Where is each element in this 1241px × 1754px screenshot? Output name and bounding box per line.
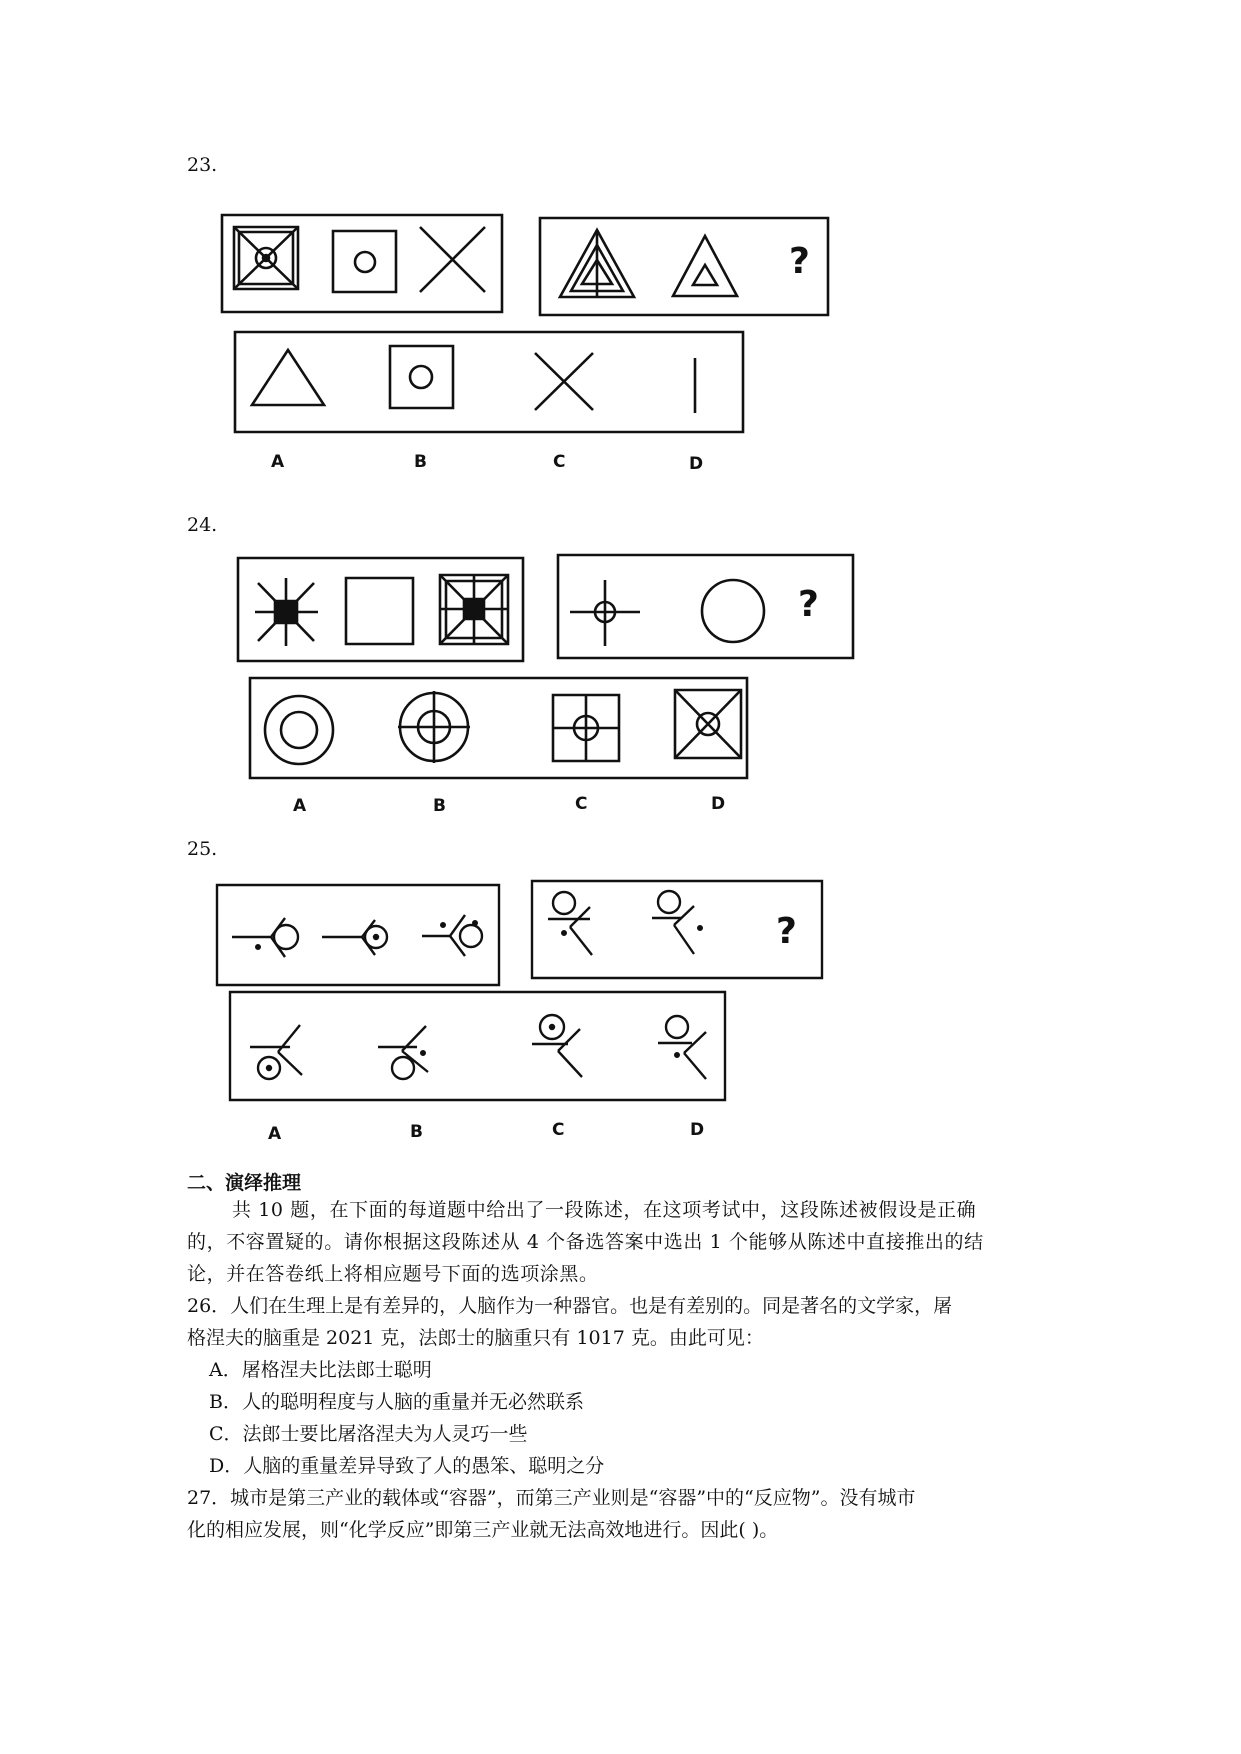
question-26-stem-line-2: 格涅夫的脑重是 2021 克，法郎士的脑重只有 1017 克。由此可见：	[187, 1327, 764, 1349]
q25-option-b-shape	[378, 1026, 428, 1079]
q24-option-a-shape	[265, 696, 333, 764]
q23-option-a-label: A	[271, 452, 285, 472]
q25-options-panel	[230, 992, 725, 1100]
q25-option-a-label: A	[268, 1124, 282, 1144]
q23-option-a-shape	[252, 350, 324, 405]
q25-option-c-label: C	[552, 1120, 565, 1140]
q24-option-b-label: B	[433, 796, 446, 816]
question-27-stem-line-1: 27．城市是第三产业的载体或“容器”，而第三产业则是“容器”中的“反应物”。没有城市	[187, 1487, 916, 1509]
q24-options-panel	[250, 678, 747, 778]
q25-given-3	[422, 915, 482, 956]
question-26-stem-line-1: 26．人们在生理上是有差异的，人脑作为一种器官。也是有差别的。同是著名的文学家，屠	[187, 1295, 953, 1317]
question-26-choice-c: C．法郎士要比屠洛涅夫为人灵巧一些	[209, 1423, 528, 1445]
question-24-number: 24.	[187, 514, 218, 536]
q25-given-panel-left	[217, 885, 499, 985]
q23-option-c-label: C	[553, 452, 566, 472]
question-26-choice-a: A．屠格涅夫比法郎士聪明	[209, 1359, 432, 1381]
q23-question-mark: ?	[789, 241, 810, 282]
section-intro-line-2: 的，不容置疑的。请你根据这段陈述从 4 个备选答案中选出 1 个能够从陈述中直接推出的结	[187, 1231, 984, 1253]
q25-given-1	[232, 918, 298, 957]
q25-option-c-shape	[532, 1015, 582, 1077]
q25-option-d-shape	[658, 1016, 706, 1079]
q24-option-c-label: C	[575, 794, 588, 814]
q23-given-2	[333, 231, 396, 292]
q23-given-5	[673, 236, 737, 296]
section-intro-line-1: 共 10 题，在下面的每道题中给出了一段陈述，在这项考试中，这段陈述被假设是正确	[232, 1199, 977, 1221]
question-26-choice-b: B．人的聪明程度与人脑的重量并无必然联系	[209, 1391, 584, 1413]
q25-given-5	[652, 891, 702, 954]
q25-given-4	[548, 892, 592, 955]
q25-option-a-shape	[250, 1025, 302, 1079]
q25-option-d-label: D	[690, 1120, 705, 1140]
question-25-number: 25.	[187, 838, 218, 860]
q25-option-b-label: B	[410, 1122, 423, 1142]
q23-option-c-shape	[535, 353, 593, 410]
question-27-stem-line-2: 化的相应发展，则“化学反应”即第三产业就无法高效地进行。因此( )。	[187, 1519, 779, 1541]
q23-given-3	[420, 227, 485, 292]
question-23-number: 23.	[187, 154, 218, 176]
question-24-figure	[230, 550, 860, 825]
q24-given-3	[440, 575, 508, 644]
q24-given-2	[346, 578, 413, 644]
q23-option-d-label: D	[689, 454, 704, 474]
q23-option-b-shape	[390, 346, 453, 408]
section-intro-line-3: 论，并在答卷纸上将相应题号下面的选项涂黑。	[187, 1263, 599, 1285]
section-title: 二、演绎推理	[187, 1172, 302, 1194]
q23-option-b-label: B	[414, 452, 427, 472]
q23-options-panel	[235, 332, 743, 432]
question-23-figure	[215, 210, 845, 480]
q24-option-d-label: D	[711, 794, 726, 814]
question-26-choice-d: D．人脑的重量差异导致了人的愚笨、聪明之分	[209, 1455, 605, 1477]
q24-option-b-shape	[398, 691, 470, 763]
q24-option-c-shape	[553, 695, 619, 761]
q24-option-d-shape	[675, 690, 741, 758]
question-25-figure	[210, 875, 830, 1150]
q24-given-4	[570, 580, 640, 646]
q24-given-1	[255, 578, 318, 646]
q23-given-1	[234, 227, 298, 289]
q23-given-panel-left	[222, 215, 502, 312]
q24-option-a-label: A	[293, 796, 307, 816]
q24-question-mark: ?	[798, 584, 819, 625]
q23-given-4	[560, 230, 634, 297]
q25-given-2	[322, 920, 387, 955]
q23-given-panel-right	[540, 218, 828, 315]
q24-given-5	[702, 580, 764, 642]
q25-question-mark: ?	[776, 911, 797, 952]
